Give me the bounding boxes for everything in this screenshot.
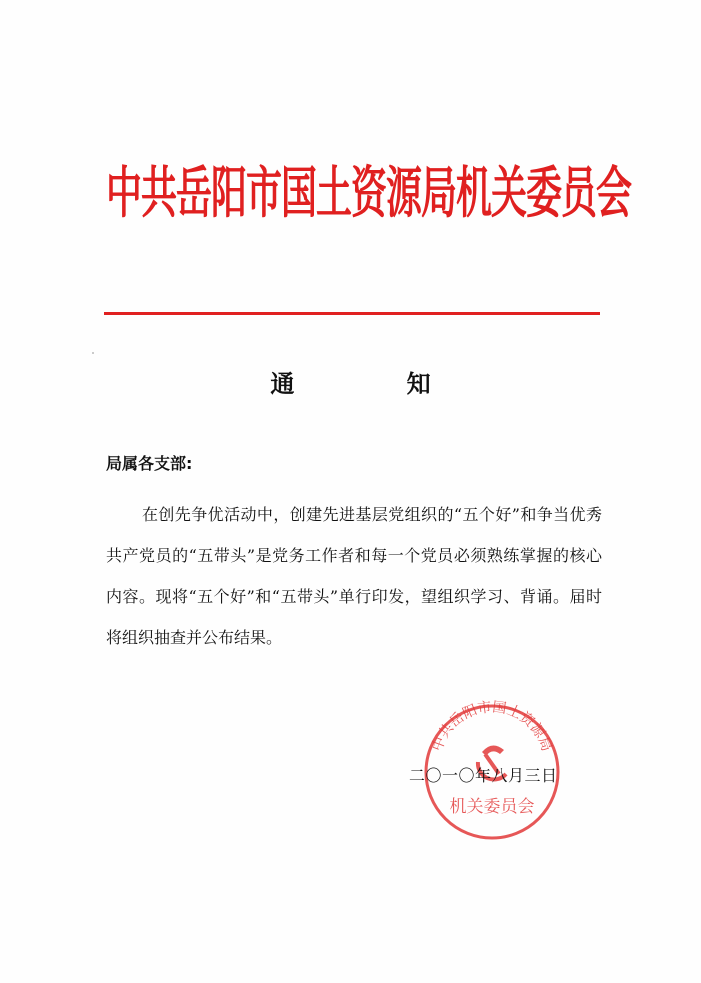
salutation: 局属各支部:	[106, 454, 193, 473]
seal-bottom-text: 机关委员会	[449, 797, 535, 817]
letterhead-org-name: 中共岳阳市国土资源局机关委员会	[106, 162, 632, 226]
seal-arc-text: 中共岳阳市国土资源局	[429, 700, 555, 754]
notice-title: 通 知	[270, 370, 483, 398]
issue-date: 二〇一〇年八月三日	[409, 766, 558, 785]
letterhead-divider	[104, 312, 600, 315]
scan-speck	[92, 352, 94, 354]
body-paragraph: 在创先争优活动中，创建先进基层党组织的“五个好”和争当优秀共产党员的“五带头”是党务工作者和每一个党员必须熟练掌握的核心内容。现将“五个好”和“五带头”单行印发，望组织学习、背诵。届时将组织抽查并公布结果。	[106, 505, 602, 647]
